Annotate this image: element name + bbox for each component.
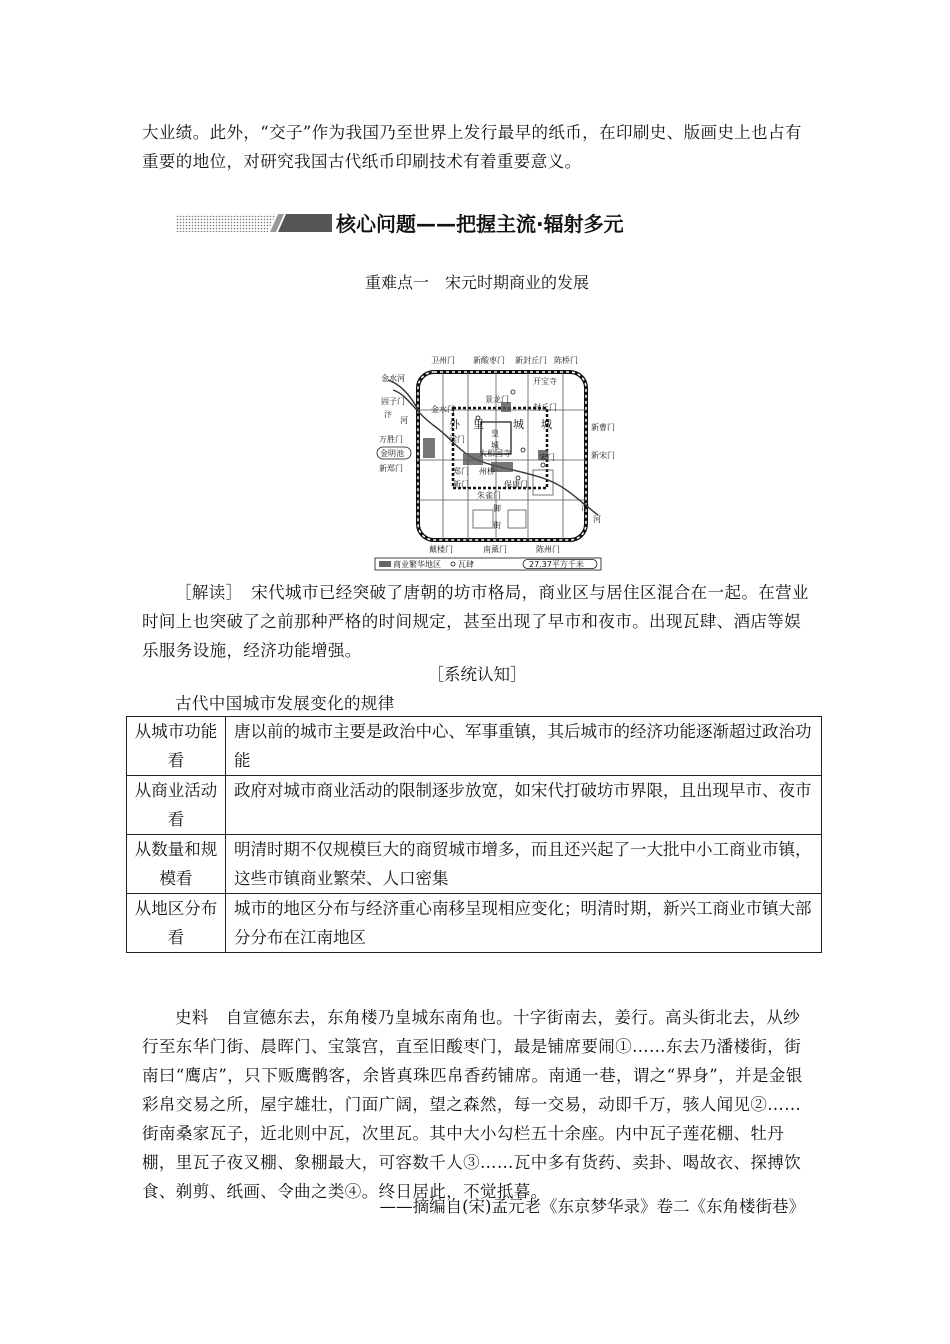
table-title: 古代中国城市发展变化的规律 — [175, 694, 395, 713]
map-label: 固子门 — [381, 397, 405, 406]
table-value: 城市的地区分布与经济重心南移呈现相应变化；明清时期，新兴工商业市镇大部分分布在江南地区 — [226, 894, 822, 953]
legend-label: 27.37平方千米 — [529, 560, 584, 569]
map-label: 新郑门 — [379, 464, 403, 473]
table-key: 从数量和规模看 — [127, 835, 226, 894]
map-label: 梁门 — [449, 435, 465, 444]
interpretation-paragraph: ［解读］ 宋代城市已经突破了唐朝的坊市格局，商业区与居住区混合在一起。在营业时间上也突破了之前那种严格的时间规定，甚至出现了早市和夜市。出现瓦肆、酒店等娱乐服务设施，经济功能增强。 — [142, 583, 809, 660]
map-label: 皇 — [491, 429, 499, 438]
map-label: 戴楼门 — [429, 545, 453, 554]
legend-label: 瓦肆 — [458, 560, 474, 569]
city-development-table — [126, 716, 822, 953]
map-label: 河 — [593, 515, 601, 524]
map-label: 金水河 — [381, 374, 405, 383]
map-label: 保康门 — [504, 480, 528, 489]
table-key: 从地区分布看 — [127, 894, 226, 953]
banner-decoration-icon — [176, 212, 332, 234]
map-label: 开宝寺 — [533, 377, 557, 386]
map-label: 郑门 — [453, 467, 469, 476]
map-label: 封丘门 — [533, 403, 557, 412]
map-label: 南薰门 — [483, 545, 507, 554]
section-heading: 重难点一 宋元时期商业的发展 — [364, 273, 589, 292]
map-label: 御 — [493, 504, 501, 513]
map-label: 新酸枣门 — [473, 356, 505, 365]
map-label: 新封丘门 — [515, 356, 547, 365]
map-label: 城 — [541, 418, 552, 431]
banner-title — [336, 208, 624, 240]
map-label: 河 — [400, 416, 408, 425]
table-row — [127, 776, 822, 835]
map-label: 万胜门 — [379, 435, 403, 444]
citation: ——摘编自(宋)孟元老《东京梦华录》卷二《东角楼街巷》 — [379, 1197, 805, 1216]
map-label: 州桥 — [479, 467, 495, 476]
map-label: 新曹门 — [591, 423, 615, 432]
section-banner — [176, 208, 676, 242]
map-label: 里 — [473, 418, 484, 431]
table-row — [127, 717, 822, 776]
map-label: 大相国寺 — [479, 449, 511, 458]
map-label: 陈州门 — [536, 545, 560, 554]
map-label: 新门 — [453, 480, 469, 489]
table-value: 明清时期不仅规模巨大的商贸城市增多，而且还兴起了一大批中小工商业市镇，这些市镇商业繁荣、人口密集 — [226, 835, 822, 894]
table-row — [127, 894, 822, 953]
table-row — [127, 835, 822, 894]
map-label: 街 — [493, 521, 501, 530]
map-label: 陈桥门 — [554, 356, 578, 365]
banner-subtitle: ——把握主流·辐射多元 — [416, 212, 624, 236]
map-legend — [375, 558, 601, 570]
legend-label: 商业繁华地区 — [393, 560, 441, 569]
map-label: 外 — [449, 418, 460, 431]
table-value: 政府对城市商业活动的限制逐步放宽，如宋代打破坊市界限，且出现早市、夜市 — [226, 776, 822, 835]
table-key: 从商业活动看 — [127, 776, 226, 835]
map-label: 城 — [513, 418, 524, 431]
map-label: 金明池 — [380, 449, 404, 458]
intro-paragraph: 大业绩。此外，“交子”作为我国乃至世界上发行最早的纸币，在印刷史、版画史上也占有重要的地位，对研究我国古代纸币印刷技术有着重要意义。 — [142, 123, 802, 171]
table-value: 唐以前的城市主要是政治中心、军事重镇，其后城市的经济功能逐渐超过政治功能 — [226, 717, 822, 776]
banner-title-main: 核心问题 — [336, 212, 416, 236]
map-label: 汴 — [384, 410, 392, 419]
map-label: 景龙门 — [485, 395, 509, 404]
table-key: 从城市功能看 — [127, 717, 226, 776]
system-heading: ［系统认知］ — [427, 665, 527, 684]
source-paragraph: 史料 自宣德东去，东角楼乃皇城东南角也。十字街南去，姜行。高头街北去，从纱行至东华门街、晨晖门、宝箓宫，直至旧酸枣门，最是铺席要闹①……东去乃潘楼街，街南曰“鹰店”，只下贩鹰鹘客，余皆真珠匹帛香药铺席。南通一巷，谓之“界身”，并是金银彩帛交易之所，屋宇雄壮，门面广阔，望之森然，每一交易，动即千万，骇人闻见②……街南桑家瓦子，近北则中瓦，次里瓦。其中大小勾栏五十余座。内中瓦子莲花棚、牡丹棚，里瓦子夜叉棚、象棚最大，可容数千人③……瓦中多有货药、卖卦、喝故衣、探搏饮食、剃剪、纸画、令曲之类④。终日居此，不觉抵暮。 — [142, 1008, 803, 1201]
map-label: 新宋门 — [591, 451, 615, 460]
map-label: 朱雀门 — [477, 491, 501, 500]
map-label: 汴 — [581, 503, 589, 512]
map-label: 宋门 — [539, 453, 555, 462]
map-label: 城 — [491, 441, 499, 450]
kaifeng-city-map — [373, 350, 615, 572]
map-label: 卫州门 — [431, 356, 455, 365]
map-label: 金水门 — [431, 405, 455, 414]
